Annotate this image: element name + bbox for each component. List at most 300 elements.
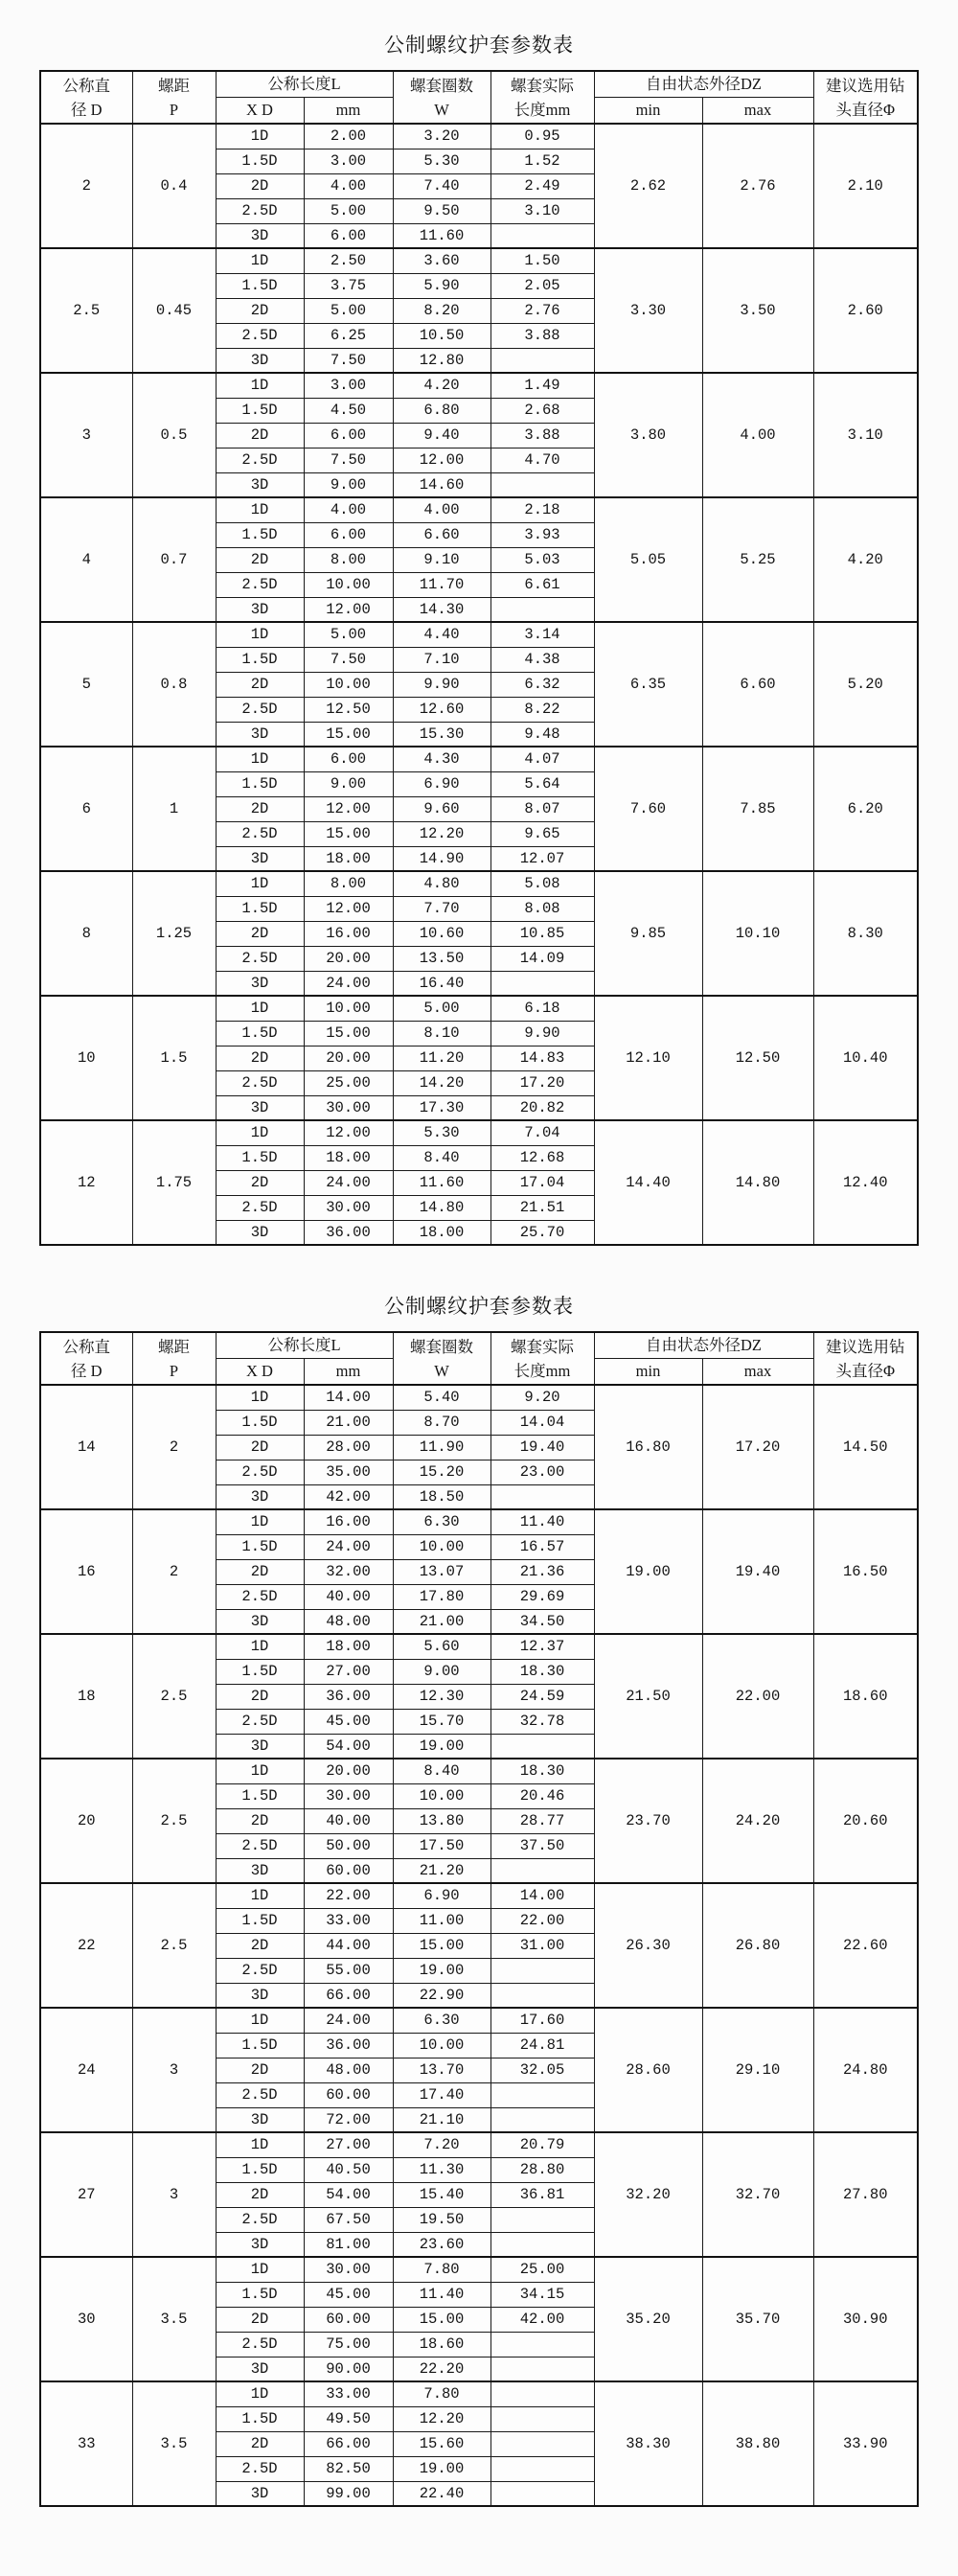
pitch-cell: 2 <box>132 1509 216 1634</box>
length-mm-cell: 4.50 <box>304 398 393 423</box>
length-mm-cell: 30.00 <box>304 1095 393 1120</box>
length-mm-cell: 12.00 <box>304 597 393 622</box>
xd-cell: 2D <box>216 1046 304 1070</box>
length-mm-cell: 12.00 <box>304 796 393 821</box>
length-mm-cell: 15.00 <box>304 722 393 747</box>
header-max: max <box>702 98 813 125</box>
actual-length-cell: 17.04 <box>490 1170 594 1195</box>
xd-cell: 2.5D <box>216 697 304 722</box>
length-mm-cell: 81.00 <box>304 2232 393 2257</box>
diameter-cell: 8 <box>40 871 132 996</box>
actual-length-cell: 7.04 <box>490 1120 594 1145</box>
xd-cell: 2D <box>216 1808 304 1833</box>
header-drill-diameter-line: 头直径Φ <box>835 1361 896 1380</box>
header-drill-diameter <box>813 71 918 124</box>
coil-count-cell: 5.30 <box>393 149 490 173</box>
actual-length-cell: 34.50 <box>490 1609 594 1634</box>
actual-length-cell: 20.46 <box>490 1783 594 1808</box>
actual-length-cell: 1.52 <box>490 149 594 173</box>
length-mm-cell: 45.00 <box>304 2282 393 2307</box>
actual-length-cell: 6.61 <box>490 572 594 597</box>
xd-cell: 2.5D <box>216 821 304 846</box>
xd-cell: 1D <box>216 1385 304 1410</box>
actual-length-cell <box>490 2232 594 2257</box>
coil-count-cell: 23.60 <box>393 2232 490 2257</box>
xd-cell: 2D <box>216 173 304 198</box>
header-pitch <box>132 1332 216 1385</box>
header-xd: X D <box>216 1359 304 1386</box>
drill-diameter-cell: 8.30 <box>813 871 918 996</box>
length-mm-cell: 5.00 <box>304 622 393 647</box>
od-max-cell: 22.00 <box>702 1634 813 1759</box>
length-mm-cell: 6.00 <box>304 223 393 248</box>
coil-count-cell: 22.90 <box>393 1983 490 2008</box>
xd-cell: 1.5D <box>216 2406 304 2431</box>
coil-count-cell: 11.90 <box>393 1435 490 1460</box>
coil-count-cell: 15.60 <box>393 2431 490 2456</box>
table-row <box>40 124 918 149</box>
pitch-cell: 1.5 <box>132 996 216 1120</box>
header-pitch-line: P <box>169 100 179 119</box>
pitch-cell: 1.75 <box>132 1120 216 1245</box>
xd-cell: 1.5D <box>216 1410 304 1435</box>
xd-cell: 2D <box>216 672 304 697</box>
xd-cell: 1D <box>216 2132 304 2157</box>
xd-cell: 1.5D <box>216 1534 304 1559</box>
actual-length-cell: 18.30 <box>490 1759 594 1783</box>
coil-count-cell: 13.07 <box>393 1559 490 1584</box>
length-mm-cell: 12.50 <box>304 697 393 722</box>
drill-diameter-cell: 18.60 <box>813 1634 918 1759</box>
xd-cell: 1D <box>216 373 304 398</box>
header-actual-length-line: 螺套实际 <box>511 76 574 95</box>
length-mm-cell: 54.00 <box>304 2182 393 2207</box>
coil-count-cell: 17.50 <box>393 1833 490 1858</box>
drill-diameter-cell: 2.10 <box>813 124 918 248</box>
drill-diameter-cell: 33.90 <box>813 2381 918 2506</box>
length-mm-cell: 75.00 <box>304 2332 393 2357</box>
xd-cell: 1D <box>216 497 304 522</box>
od-min-cell: 23.70 <box>594 1759 702 1883</box>
actual-length-cell <box>490 2082 594 2107</box>
coil-count-cell: 18.60 <box>393 2332 490 2357</box>
actual-length-cell: 5.64 <box>490 771 594 796</box>
coil-count-cell: 6.90 <box>393 771 490 796</box>
xd-cell: 2D <box>216 2058 304 2082</box>
length-mm-cell: 36.00 <box>304 1220 393 1245</box>
od-max-cell: 38.80 <box>702 2381 813 2506</box>
xd-cell: 3D <box>216 1983 304 2008</box>
actual-length-cell: 10.85 <box>490 921 594 946</box>
coil-count-cell: 21.00 <box>393 1609 490 1634</box>
pitch-cell: 0.8 <box>132 622 216 747</box>
actual-length-cell: 14.00 <box>490 1883 594 1908</box>
length-mm-cell: 7.50 <box>304 448 393 472</box>
xd-cell: 1.5D <box>216 273 304 298</box>
header-coil-count <box>393 71 490 124</box>
coil-count-cell: 4.00 <box>393 497 490 522</box>
table-row <box>40 2381 918 2406</box>
actual-length-cell: 14.83 <box>490 1046 594 1070</box>
header-actual-length-line: 长度mm <box>513 1361 571 1380</box>
length-mm-cell: 35.00 <box>304 1460 393 1484</box>
actual-length-cell: 2.68 <box>490 398 594 423</box>
od-max-cell: 35.70 <box>702 2257 813 2381</box>
coil-count-cell: 4.20 <box>393 373 490 398</box>
od-max-cell: 32.70 <box>702 2132 813 2257</box>
actual-length-cell <box>490 472 594 497</box>
coil-count-cell: 15.30 <box>393 722 490 747</box>
coil-count-cell: 5.90 <box>393 273 490 298</box>
header-coil-count-line: 螺套圈数 <box>410 1337 473 1356</box>
coil-count-cell: 8.40 <box>393 1759 490 1783</box>
actual-length-cell: 5.08 <box>490 871 594 896</box>
length-mm-cell: 40.50 <box>304 2157 393 2182</box>
coil-count-cell: 8.70 <box>393 1410 490 1435</box>
xd-cell: 1.5D <box>216 1021 304 1046</box>
coil-count-cell: 6.90 <box>393 1883 490 1908</box>
od-max-cell: 12.50 <box>702 996 813 1120</box>
xd-cell: 3D <box>216 597 304 622</box>
coil-count-cell: 13.50 <box>393 946 490 971</box>
xd-cell: 1.5D <box>216 398 304 423</box>
header-mm: mm <box>304 1359 393 1386</box>
xd-cell: 1D <box>216 1509 304 1534</box>
length-mm-cell: 30.00 <box>304 1195 393 1220</box>
xd-cell: 2D <box>216 547 304 572</box>
od-max-cell: 7.85 <box>702 747 813 871</box>
coil-count-cell: 14.60 <box>393 472 490 497</box>
xd-cell: 1.5D <box>216 647 304 672</box>
table-row <box>40 1759 918 1783</box>
od-max-cell: 14.80 <box>702 1120 813 1245</box>
pitch-cell: 0.45 <box>132 248 216 373</box>
xd-cell: 2D <box>216 2182 304 2207</box>
xd-cell: 1D <box>216 2257 304 2282</box>
actual-length-cell <box>490 2357 594 2381</box>
xd-cell: 1.5D <box>216 1145 304 1170</box>
actual-length-cell: 9.90 <box>490 1021 594 1046</box>
length-mm-cell: 49.50 <box>304 2406 393 2431</box>
xd-cell: 3D <box>216 1609 304 1634</box>
coil-count-cell: 9.60 <box>393 796 490 821</box>
actual-length-cell: 42.00 <box>490 2307 594 2332</box>
actual-length-cell: 11.40 <box>490 1509 594 1534</box>
length-mm-cell: 12.00 <box>304 1120 393 1145</box>
length-mm-cell: 9.00 <box>304 472 393 497</box>
xd-cell: 1.5D <box>216 2282 304 2307</box>
diameter-cell: 16 <box>40 1509 132 1634</box>
length-mm-cell: 18.00 <box>304 1634 393 1659</box>
od-max-cell: 24.20 <box>702 1759 813 1883</box>
actual-length-cell: 22.00 <box>490 1908 594 1933</box>
thread-insert-table-1 <box>39 70 919 1246</box>
coil-count-cell: 11.30 <box>393 2157 490 2182</box>
coil-count-cell: 22.40 <box>393 2481 490 2506</box>
actual-length-cell: 6.18 <box>490 996 594 1021</box>
od-min-cell: 26.30 <box>594 1883 702 2008</box>
header-min: min <box>594 98 702 125</box>
actual-length-cell: 32.78 <box>490 1709 594 1734</box>
header-nominal-length: 公称长度L <box>216 1332 393 1359</box>
length-mm-cell: 28.00 <box>304 1435 393 1460</box>
coil-count-cell: 10.00 <box>393 2033 490 2058</box>
pitch-cell: 1.25 <box>132 871 216 996</box>
pitch-cell: 1 <box>132 747 216 871</box>
length-mm-cell: 2.50 <box>304 248 393 273</box>
length-mm-cell: 7.50 <box>304 348 393 373</box>
length-mm-cell: 4.00 <box>304 173 393 198</box>
diameter-cell: 6 <box>40 747 132 871</box>
diameter-cell: 2 <box>40 124 132 248</box>
length-mm-cell: 66.00 <box>304 1983 393 2008</box>
drill-diameter-cell: 16.50 <box>813 1509 918 1634</box>
table-row <box>40 1385 918 1410</box>
length-mm-cell: 20.00 <box>304 1046 393 1070</box>
xd-cell: 1.5D <box>216 1659 304 1684</box>
length-mm-cell: 8.00 <box>304 547 393 572</box>
length-mm-cell: 3.00 <box>304 149 393 173</box>
od-max-cell: 10.10 <box>702 871 813 996</box>
length-mm-cell: 50.00 <box>304 1833 393 1858</box>
drill-diameter-cell: 27.80 <box>813 2132 918 2257</box>
actual-length-cell: 8.22 <box>490 697 594 722</box>
actual-length-cell: 21.51 <box>490 1195 594 1220</box>
xd-cell: 2D <box>216 796 304 821</box>
length-mm-cell: 6.00 <box>304 423 393 448</box>
actual-length-cell <box>490 223 594 248</box>
coil-count-cell: 18.00 <box>393 1220 490 1245</box>
coil-count-cell: 6.60 <box>393 522 490 547</box>
length-mm-cell: 72.00 <box>304 2107 393 2132</box>
length-mm-cell: 27.00 <box>304 2132 393 2157</box>
xd-cell: 2.5D <box>216 1460 304 1484</box>
table-row <box>40 497 918 522</box>
xd-cell: 2D <box>216 423 304 448</box>
length-mm-cell: 48.00 <box>304 2058 393 2082</box>
xd-cell: 3D <box>216 1734 304 1759</box>
actual-length-cell: 17.20 <box>490 1070 594 1095</box>
coil-count-cell: 6.30 <box>393 2008 490 2033</box>
diameter-cell: 22 <box>40 1883 132 2008</box>
coil-count-cell: 12.60 <box>393 697 490 722</box>
header-xd: X D <box>216 98 304 125</box>
xd-cell: 3D <box>216 1484 304 1509</box>
coil-count-cell: 5.00 <box>393 996 490 1021</box>
xd-cell: 3D <box>216 1095 304 1120</box>
actual-length-cell: 20.79 <box>490 2132 594 2157</box>
table-row <box>40 2132 918 2157</box>
od-max-cell: 29.10 <box>702 2008 813 2132</box>
actual-length-cell: 3.10 <box>490 198 594 223</box>
xd-cell: 3D <box>216 472 304 497</box>
pitch-cell: 3 <box>132 2132 216 2257</box>
length-mm-cell: 60.00 <box>304 2082 393 2107</box>
xd-cell: 1.5D <box>216 149 304 173</box>
actual-length-cell: 2.76 <box>490 298 594 323</box>
coil-count-cell: 6.80 <box>393 398 490 423</box>
coil-count-cell: 21.20 <box>393 1858 490 1883</box>
xd-cell: 1D <box>216 996 304 1021</box>
table-row <box>40 871 918 896</box>
header-diameter-line: 径 D <box>70 1361 103 1380</box>
coil-count-cell: 11.40 <box>393 2282 490 2307</box>
header-diameter <box>40 71 132 124</box>
coil-count-cell: 16.40 <box>393 971 490 996</box>
thread-insert-table-2 <box>39 1331 919 2507</box>
actual-length-cell: 1.49 <box>490 373 594 398</box>
diameter-cell: 5 <box>40 622 132 747</box>
xd-cell: 2.5D <box>216 2082 304 2107</box>
xd-cell: 3D <box>216 1220 304 1245</box>
actual-length-cell <box>490 348 594 373</box>
coil-count-cell: 10.50 <box>393 323 490 348</box>
drill-diameter-cell: 2.60 <box>813 248 918 373</box>
header-drill-diameter-line: 头直径Φ <box>835 100 896 119</box>
xd-cell: 1.5D <box>216 896 304 921</box>
actual-length-cell: 25.70 <box>490 1220 594 1245</box>
length-mm-cell: 54.00 <box>304 1734 393 1759</box>
xd-cell: 3D <box>216 2357 304 2381</box>
od-min-cell: 3.80 <box>594 373 702 497</box>
coil-count-cell: 19.00 <box>393 1958 490 1983</box>
table-row <box>40 1883 918 1908</box>
od-min-cell: 14.40 <box>594 1120 702 1245</box>
length-mm-cell: 60.00 <box>304 1858 393 1883</box>
xd-cell: 1D <box>216 1634 304 1659</box>
xd-cell: 3D <box>216 971 304 996</box>
length-mm-cell: 7.50 <box>304 647 393 672</box>
coil-count-cell: 7.10 <box>393 647 490 672</box>
coil-count-cell: 21.10 <box>393 2107 490 2132</box>
length-mm-cell: 6.25 <box>304 323 393 348</box>
xd-cell: 2D <box>216 921 304 946</box>
xd-cell: 1.5D <box>216 1908 304 1933</box>
drill-diameter-cell: 6.20 <box>813 747 918 871</box>
header-diameter-line: 径 D <box>70 100 103 119</box>
coil-count-cell: 5.30 <box>393 1120 490 1145</box>
od-max-cell: 19.40 <box>702 1509 813 1634</box>
length-mm-cell: 24.00 <box>304 971 393 996</box>
xd-cell: 1D <box>216 622 304 647</box>
od-min-cell: 38.30 <box>594 2381 702 2506</box>
table-row <box>40 996 918 1021</box>
xd-cell: 2.5D <box>216 448 304 472</box>
xd-cell: 2D <box>216 1684 304 1709</box>
header-free-od: 自由状态外径DZ <box>594 71 813 98</box>
length-mm-cell: 3.00 <box>304 373 393 398</box>
length-mm-cell: 12.00 <box>304 896 393 921</box>
coil-count-cell: 3.20 <box>393 124 490 149</box>
coil-count-cell: 19.00 <box>393 2456 490 2481</box>
coil-count-cell: 14.20 <box>393 1070 490 1095</box>
drill-diameter-cell: 10.40 <box>813 996 918 1120</box>
header-max: max <box>702 1359 813 1386</box>
table-row <box>40 1634 918 1659</box>
table-row <box>40 2257 918 2282</box>
length-mm-cell: 40.00 <box>304 1584 393 1609</box>
actual-length-cell <box>490 2207 594 2232</box>
xd-cell: 2.5D <box>216 1070 304 1095</box>
coil-count-cell: 15.00 <box>393 2307 490 2332</box>
length-mm-cell: 36.00 <box>304 1684 393 1709</box>
length-mm-cell: 30.00 <box>304 2257 393 2282</box>
actual-length-cell <box>490 2431 594 2456</box>
actual-length-cell: 9.65 <box>490 821 594 846</box>
xd-cell: 1D <box>216 747 304 771</box>
coil-count-cell: 10.60 <box>393 921 490 946</box>
coil-count-cell: 9.00 <box>393 1659 490 1684</box>
length-mm-cell: 33.00 <box>304 2381 393 2406</box>
header-diameter-line: 公称直 <box>62 76 110 95</box>
od-min-cell: 32.20 <box>594 2132 702 2257</box>
length-mm-cell: 30.00 <box>304 1783 393 1808</box>
coil-count-cell: 5.60 <box>393 1634 490 1659</box>
diameter-cell: 24 <box>40 2008 132 2132</box>
actual-length-cell <box>490 1983 594 2008</box>
od-max-cell: 2.76 <box>702 124 813 248</box>
xd-cell: 3D <box>216 722 304 747</box>
length-mm-cell: 45.00 <box>304 1709 393 1734</box>
actual-length-cell: 23.00 <box>490 1460 594 1484</box>
length-mm-cell: 6.00 <box>304 522 393 547</box>
coil-count-cell: 15.40 <box>393 2182 490 2207</box>
diameter-cell: 10 <box>40 996 132 1120</box>
coil-count-cell: 9.40 <box>393 423 490 448</box>
xd-cell: 2D <box>216 1170 304 1195</box>
xd-cell: 2D <box>216 2307 304 2332</box>
coil-count-cell: 12.20 <box>393 821 490 846</box>
xd-cell: 3D <box>216 2107 304 2132</box>
header-free-od: 自由状态外径DZ <box>594 1332 813 1359</box>
diameter-cell: 4 <box>40 497 132 622</box>
od-min-cell: 2.62 <box>594 124 702 248</box>
coil-count-cell: 22.20 <box>393 2357 490 2381</box>
actual-length-cell: 9.20 <box>490 1385 594 1410</box>
diameter-cell: 33 <box>40 2381 132 2506</box>
xd-cell: 2.5D <box>216 2332 304 2357</box>
length-mm-cell: 6.00 <box>304 747 393 771</box>
actual-length-cell: 5.03 <box>490 547 594 572</box>
coil-count-cell: 12.20 <box>393 2406 490 2431</box>
coil-count-cell: 10.00 <box>393 1534 490 1559</box>
actual-length-cell: 3.88 <box>490 323 594 348</box>
coil-count-cell: 15.00 <box>393 1933 490 1958</box>
pitch-cell: 3.5 <box>132 2381 216 2506</box>
header-drill-diameter-line: 建议选用钻 <box>826 1337 905 1356</box>
xd-cell: 1.5D <box>216 1783 304 1808</box>
actual-length-cell: 4.38 <box>490 647 594 672</box>
actual-length-cell: 4.70 <box>490 448 594 472</box>
actual-length-cell: 17.60 <box>490 2008 594 2033</box>
od-min-cell: 16.80 <box>594 1385 702 1509</box>
coil-count-cell: 5.40 <box>393 1385 490 1410</box>
header-diameter <box>40 1332 132 1385</box>
length-mm-cell: 42.00 <box>304 1484 393 1509</box>
length-mm-cell: 10.00 <box>304 996 393 1021</box>
coil-count-cell: 4.30 <box>393 747 490 771</box>
xd-cell: 2.5D <box>216 946 304 971</box>
actual-length-cell <box>490 2381 594 2406</box>
length-mm-cell: 18.00 <box>304 846 393 871</box>
actual-length-cell <box>490 1858 594 1883</box>
actual-length-cell: 25.00 <box>490 2257 594 2282</box>
actual-length-cell: 36.81 <box>490 2182 594 2207</box>
xd-cell: 3D <box>216 2481 304 2506</box>
header-pitch-line: 螺距 <box>158 76 190 95</box>
xd-cell: 2.5D <box>216 1709 304 1734</box>
actual-length-cell <box>490 1734 594 1759</box>
